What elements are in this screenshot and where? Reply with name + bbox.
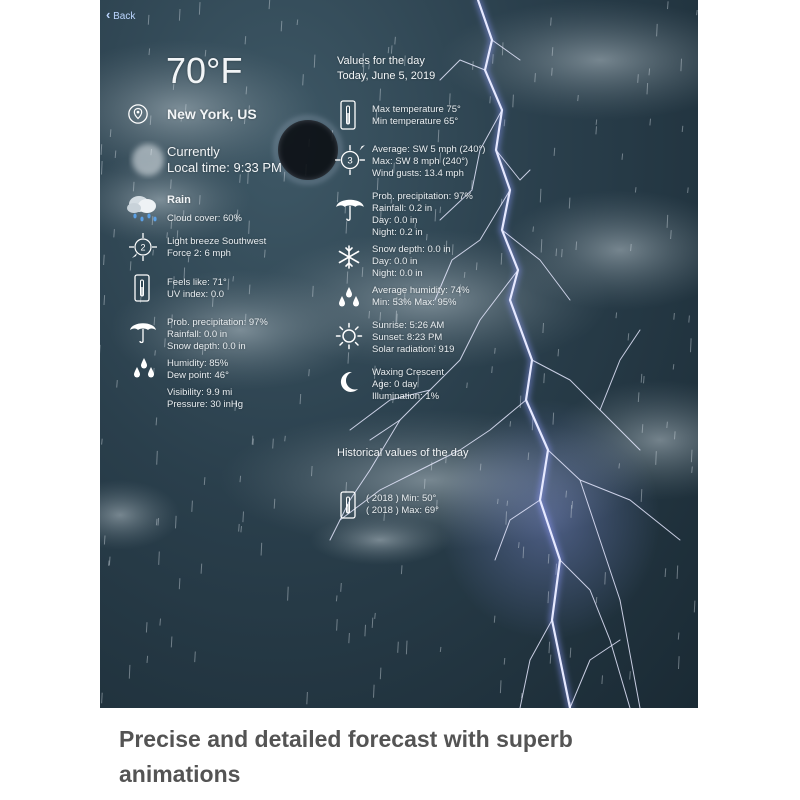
day-humidity-minmax: Min: 53% Max: 95%	[372, 297, 457, 308]
rain-drop	[312, 466, 313, 476]
visibility: Visibility: 9.9 mi	[167, 387, 233, 398]
moon-phase: Waxing Crescent	[372, 367, 444, 378]
rain-drop	[204, 477, 205, 485]
rain-drop	[349, 633, 350, 643]
day-snow-depth: Snow depth: 0.0 in	[372, 244, 451, 255]
rain-drop	[149, 48, 150, 55]
rain-drop	[616, 312, 617, 318]
historical-thermometer-icon	[339, 490, 357, 520]
rain-drop	[507, 501, 508, 506]
rain-drop	[130, 261, 131, 270]
day-max-temperature: Max temperature 75°	[372, 104, 461, 115]
day-snow-night: Night: 0.0 in	[372, 268, 423, 279]
precip-probability: Prob. precipitation: 97%	[167, 317, 268, 328]
rain-drop	[452, 244, 453, 255]
rain-drop	[674, 313, 675, 320]
rain-drop	[635, 187, 636, 192]
rain-drop	[372, 618, 373, 628]
rain-drop	[464, 272, 465, 278]
rain-drop	[274, 499, 275, 509]
rain-drop	[450, 93, 451, 104]
rain-drop	[147, 656, 148, 663]
rain-drop	[435, 209, 436, 221]
day-date: Today, June 5, 2019	[337, 70, 436, 82]
rain-drop	[114, 229, 115, 237]
rain-drop	[374, 685, 375, 698]
rain-drop	[596, 119, 597, 124]
rain-drop	[628, 333, 629, 340]
day-wind-max: Max: SW 8 mph (240°)	[372, 156, 469, 167]
rain-drop	[313, 286, 314, 297]
rain-drop	[171, 637, 172, 648]
sun-icon	[335, 322, 363, 350]
rain-drop	[336, 595, 337, 601]
rain-drop	[431, 462, 432, 471]
rain-drop	[552, 47, 553, 56]
rain-drop	[631, 244, 632, 251]
weather-screen	[100, 0, 698, 708]
rain-drop	[501, 253, 502, 265]
humidity-drops-icon	[131, 357, 157, 381]
rain-drop	[657, 24, 658, 37]
rain-drop	[156, 519, 157, 526]
rain-drop	[540, 189, 541, 203]
rain-drop	[253, 439, 254, 445]
rain-drop	[133, 182, 134, 192]
rain-drop	[148, 15, 149, 25]
rain-drop	[543, 323, 544, 333]
rain-drop	[109, 561, 110, 566]
rain-drop	[176, 516, 177, 529]
rain-drop	[102, 693, 103, 704]
rain-drop	[303, 74, 304, 85]
rain-drop	[398, 642, 399, 653]
rain-drop	[160, 619, 161, 626]
rain-drop	[641, 489, 642, 502]
rain-drop	[570, 648, 571, 658]
day-rain-night: Night: 0.2 in	[372, 227, 423, 238]
rain-drop	[365, 625, 366, 637]
rain-drop	[240, 476, 241, 482]
rain-drop	[480, 464, 481, 471]
rain-drop	[300, 394, 301, 404]
rain-drop	[506, 511, 507, 524]
rain-drop	[380, 668, 381, 680]
rain-drop	[554, 148, 555, 156]
rain-drop	[362, 267, 363, 277]
rain-drop	[101, 144, 102, 155]
rain-drop	[341, 583, 342, 592]
moon-illumination: Illumination: 1%	[372, 391, 440, 402]
rain-drop	[102, 161, 103, 175]
sunrise-time: Sunrise: 5:26 AM	[372, 320, 445, 331]
rain-drop	[438, 130, 439, 143]
rain-drop	[513, 95, 514, 108]
promo-caption: Precise and detailed forecast with superb animations	[119, 726, 573, 787]
rain-drop	[553, 413, 554, 425]
pressure: Pressure: 30 inHg	[167, 399, 244, 410]
rain-drop	[689, 316, 690, 323]
rain-drop	[388, 47, 389, 53]
rain-drop	[165, 338, 166, 347]
day-snow-day: Day: 0.0 in	[372, 256, 418, 267]
day-wind-gusts: Wind gusts: 13.4 mph	[372, 168, 464, 179]
uv-index: UV index: 0.0	[167, 289, 225, 300]
rain-drop	[678, 633, 679, 640]
rain-drop	[158, 518, 159, 526]
rain-drop	[692, 467, 693, 473]
rain-drop	[694, 601, 695, 613]
rain-drop	[476, 262, 477, 270]
humidity: Humidity: 85%	[167, 358, 229, 369]
rain-drop	[682, 126, 683, 132]
rain-drop	[192, 501, 193, 512]
rain-drop	[241, 526, 242, 532]
rain-drop	[492, 366, 493, 373]
current-status-label: Currently	[167, 144, 220, 159]
rain-drop	[240, 174, 241, 182]
rain-drop	[578, 95, 579, 101]
rain-drop	[495, 348, 496, 354]
rain-drop	[115, 151, 116, 158]
rain-drop	[245, 36, 246, 44]
rain-drop	[638, 74, 639, 83]
rain-drop	[528, 453, 529, 461]
rain-drop	[510, 421, 511, 426]
rain-drop	[104, 255, 105, 265]
day-wind-force-number: 3	[347, 155, 353, 167]
snowflake-icon	[336, 244, 362, 270]
solar-radiation: Solar radiation: 919	[372, 344, 455, 355]
wind-force: Force 2: 6 mph	[167, 248, 231, 259]
rain-drop	[576, 242, 577, 251]
rain-drop	[199, 2, 200, 15]
rain-drop	[285, 436, 286, 442]
rain-drop	[117, 380, 118, 388]
rain-drop	[691, 338, 692, 352]
rain-drop	[596, 126, 597, 134]
rain-drop	[520, 396, 521, 408]
rain-drop	[309, 369, 310, 376]
rain-drop	[566, 491, 567, 498]
rain-drop	[273, 439, 274, 449]
rain-drop	[348, 352, 349, 363]
rain-drop	[647, 83, 648, 94]
rain-drop	[179, 9, 180, 21]
rain-drop	[110, 129, 111, 137]
rain-drop	[155, 350, 156, 355]
day-wind-compass-icon	[334, 144, 366, 176]
rain-drop	[490, 96, 491, 103]
rain-drop	[681, 59, 682, 71]
rain-drop	[665, 568, 666, 577]
rain-drop	[558, 349, 559, 356]
day-umbrella-icon	[334, 192, 366, 224]
day-average-humidity: Average humidity: 74%	[372, 285, 470, 296]
location-pin-icon	[127, 103, 149, 125]
rain-drop	[549, 642, 550, 654]
feels-like: Feels like: 71°	[167, 277, 227, 288]
rain-drop	[150, 116, 151, 125]
rain-drop	[697, 10, 698, 15]
rain-drop	[281, 21, 282, 31]
rain-drop	[246, 86, 247, 94]
rain-drop	[249, 221, 250, 234]
sunset-time: Sunset: 8:23 PM	[372, 332, 443, 343]
rain-drop	[675, 431, 676, 439]
rain-drop	[375, 613, 376, 619]
rain-drop	[548, 591, 549, 603]
rain-drop	[494, 616, 495, 623]
rain-drop	[641, 374, 642, 383]
location-name: New York, US	[167, 106, 257, 122]
day-humidity-drops-icon	[336, 286, 362, 310]
rain-drop	[550, 655, 551, 664]
rain-drop	[269, 0, 270, 9]
rain-drop	[541, 239, 542, 252]
rain-drop	[265, 250, 266, 258]
umbrella-icon	[128, 316, 158, 346]
historical-title: Historical values of the day	[337, 447, 469, 459]
rain-drop	[571, 505, 572, 518]
rain-drop	[424, 479, 425, 489]
rain-drop	[691, 450, 692, 463]
rain-drop	[552, 68, 553, 76]
rain-drop	[650, 119, 651, 126]
dew-point: Dew point: 46°	[167, 370, 229, 381]
rain-drop	[427, 234, 428, 240]
rain-cloud-icon	[125, 192, 161, 224]
day-values-title: Values for the day	[337, 55, 425, 67]
moon-crescent-icon	[338, 370, 360, 394]
rain-drop	[395, 37, 396, 45]
wind-compass-icon	[128, 232, 158, 262]
day-rainfall: Rainfall: 0.2 in	[372, 203, 433, 214]
rain-drop	[467, 383, 468, 388]
rain-drop	[288, 587, 289, 601]
rain-drop	[493, 54, 494, 64]
historical-max: ( 2018 ) Max: 69°	[366, 505, 439, 516]
day-rain-day: Day: 0.0 in	[372, 215, 418, 226]
condition-name: Rain	[167, 194, 191, 206]
rain-drop	[622, 154, 623, 160]
rain-drop	[440, 647, 441, 652]
rain-drop	[569, 198, 570, 209]
day-precip-probability: Prob. precipitation: 97%	[372, 191, 473, 202]
historical-min: ( 2018 ) Min: 50°	[366, 493, 437, 504]
rain-drop	[671, 230, 672, 239]
day-thermometer-icon	[339, 99, 357, 131]
rain-drop	[129, 665, 130, 679]
moon-age: Age: 0 day	[372, 379, 418, 390]
rain-drop	[673, 364, 674, 369]
rain-drop	[544, 373, 545, 383]
rain-drop	[556, 249, 557, 257]
rain-drop	[596, 597, 597, 603]
rain-drop	[401, 565, 402, 574]
rain-drop	[649, 68, 650, 75]
rain-drop	[104, 295, 105, 305]
rain-drop	[502, 42, 503, 55]
rain-drop	[504, 658, 505, 665]
weather-glow-sun	[132, 144, 164, 176]
local-time: Local time: 9:33 PM	[167, 160, 282, 175]
rain-drop	[200, 195, 201, 204]
rain-drop	[602, 675, 603, 684]
rain-drop	[644, 376, 645, 383]
rain-drop	[668, 1, 669, 9]
rain-drop	[519, 542, 520, 548]
rain-drop	[656, 451, 657, 465]
rain-drop	[249, 285, 250, 295]
chevron-left-icon: ‹	[106, 7, 111, 22]
rain-drop	[391, 45, 392, 53]
rain-drop	[228, 279, 229, 290]
rain-drop	[504, 119, 505, 126]
rain-drop	[638, 392, 639, 402]
rain-drop	[201, 564, 202, 574]
cloud-cover: Cloud cover: 60%	[167, 213, 242, 224]
rain-drop	[605, 572, 606, 584]
rain-drop	[233, 276, 234, 281]
rain-drop	[535, 73, 536, 82]
rain-drop	[562, 249, 563, 257]
rain-drop	[677, 566, 678, 579]
rain-drop	[642, 424, 643, 433]
rain-drop	[261, 543, 262, 556]
rain-drop	[104, 536, 105, 545]
rain-drop	[297, 20, 298, 26]
rainfall: Rainfall: 0.0 in	[167, 329, 228, 340]
rain-drop	[523, 547, 524, 559]
rain-drop	[630, 671, 631, 679]
rain-drop	[159, 552, 160, 565]
rain-drop	[156, 417, 157, 425]
rain-drop	[171, 180, 172, 189]
wind-force-number: 2	[140, 242, 146, 253]
current-temperature: 70°F	[166, 50, 243, 91]
day-min-temperature: Min temperature 65°	[372, 116, 459, 127]
wind-description: Light breeze Southwest	[167, 236, 267, 247]
thermometer-icon	[133, 273, 151, 303]
rain-drop	[667, 422, 668, 428]
rain-drop	[440, 207, 441, 213]
rain-drop	[679, 656, 680, 669]
rain-drop	[157, 451, 158, 465]
rain-drop	[498, 499, 499, 504]
rain-drop	[239, 524, 240, 532]
rain-drop	[619, 463, 620, 468]
rain-drop	[377, 178, 378, 190]
day-wind-average: Average: SW 5 mph (240°)	[372, 144, 486, 155]
moon-disc	[276, 118, 340, 182]
back-label: Back	[113, 11, 136, 22]
rain-drop	[179, 578, 180, 589]
rain-drop	[572, 501, 573, 509]
rain-drop	[548, 554, 549, 564]
rain-drop	[369, 311, 370, 318]
rain-drop	[102, 439, 103, 445]
rain-drop	[347, 272, 348, 284]
rain-drop	[307, 692, 308, 704]
rain-drop	[337, 619, 338, 631]
back-button[interactable]	[106, 7, 135, 22]
rain-drop	[551, 18, 552, 26]
rain-drop	[195, 652, 196, 663]
rain-drop	[146, 622, 147, 632]
rain-drop	[314, 55, 315, 68]
rain-drop	[380, 89, 381, 101]
rain-drop	[688, 187, 689, 193]
rain-drop	[243, 512, 244, 523]
rain-drop	[500, 680, 501, 693]
rain-drop	[533, 227, 534, 232]
rain-drop	[406, 641, 407, 655]
snow-depth: Snow depth: 0.0 in	[167, 341, 246, 352]
rain-drop	[667, 215, 668, 228]
